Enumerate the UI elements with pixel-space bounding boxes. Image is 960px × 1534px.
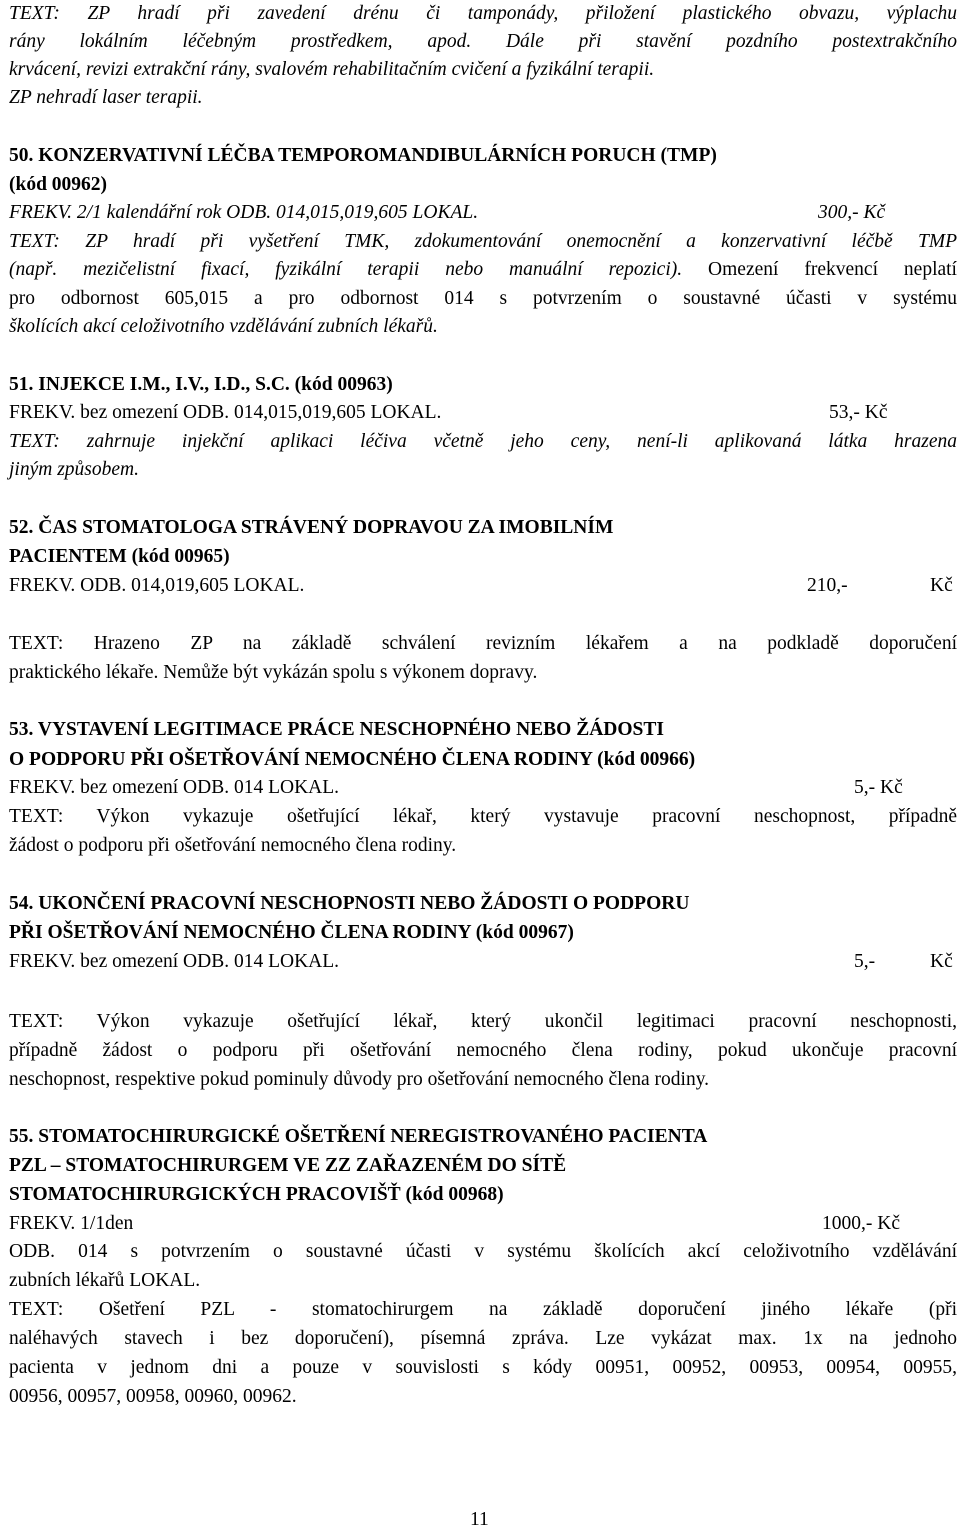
- intro-line-3: krvácení, revizi extrakční rány, svalovém rehabilitačním cvičení a fyzikální terapii.: [9, 59, 655, 80]
- section-55-heading-line-3: STOMATOCHIRURGICKÝCH PRACOVIŠŤ (kód 00968): [9, 1184, 504, 1205]
- section-55-text-line-2: naléhavých stavech i bez doporučení), písemná zpráva. Lze vykázat max. 1x na jednoho: [9, 1328, 957, 1349]
- section-50-heading-line-2: (kód 00962): [9, 174, 108, 195]
- section-53-heading-line-2: O PODPORU PŘI OŠETŘOVÁNÍ NEMOCNÉHO ČLENA RODINY (kód 00966): [9, 749, 696, 770]
- section-54-frequency: [9, 948, 957, 976]
- section-54-frequency-text: FREKV. bez omezení ODB. 014 LOKAL.: [9, 951, 340, 972]
- intro-line-1: TEXT: ZP hradí při zavedení drénu či tamponády, přiložení plastického obvazu, výplachu: [9, 3, 957, 24]
- section-50-heading-line-1: 50. KONZERVATIVNÍ LÉČBA TEMPOROMANDIBULÁRNÍCH PORUCH (TMP): [9, 145, 717, 166]
- section-52-text-line-2: praktického lékaře. Nemůže být vykázán spolu s výkonem dopravy.: [9, 662, 538, 683]
- section-51-amount: 53,- Kč: [829, 402, 888, 423]
- section-51-text-line-1: TEXT: zahrnuje injekční aplikaci léčiva včetně jeho ceny, není-li aplikovaná látka hrazena: [9, 431, 957, 452]
- section-52-text-line-1: TEXT: Hrazeno ZP na základě schválení revizním lékařem a na podkladě doporučení: [9, 633, 957, 654]
- section-55-frequency: [9, 1210, 957, 1238]
- section-54-amount: 5,-: [854, 951, 876, 972]
- intro-line-4: ZP nehradí laser terapii.: [9, 87, 203, 108]
- section-50-text-line-4: školících akcí celoživotního vzdělávání zubních lékařů.: [9, 316, 438, 337]
- section-50-frequency: [9, 199, 957, 227]
- page-number: 11: [470, 1509, 489, 1530]
- section-55-heading-line-1: 55. STOMATOCHIRURGICKÉ OŠETŘENÍ NEREGISTROVANÉHO PACIENTA: [9, 1126, 708, 1147]
- section-55-frequency-text: FREKV. 1/1den: [9, 1213, 134, 1234]
- section-50-text-line-2-roman: Omezení frekvencí neplatí: [682, 259, 957, 280]
- section-50-text-line-2-italic: (např. mezičelistní fixací, fyzikální terapii nebo manuální repozici).: [9, 259, 683, 280]
- section-55-text-line-1: TEXT: Ošetření PZL - stomatochirurgem na základě doporučení jiného lékaře (při: [9, 1299, 957, 1320]
- section-55-text-line-4: 00956, 00957, 00958, 00960, 00962.: [9, 1386, 297, 1407]
- section-54-heading-line-1: 54. UKONČENÍ PRACOVNÍ NESCHOPNOSTI NEBO ŽÁDOSTI O PODPORU: [9, 893, 690, 914]
- section-53-text-line-2: žádost o podporu při ošetřování nemocného člena rodiny.: [9, 835, 457, 856]
- section-52-heading-line-2: PACIENTEM (kód 00965): [9, 546, 230, 567]
- section-55-odb-line-1: ODB. 014 s potvrzením o soustavné účasti v systému školících akcí celoživotního vzdělávání: [9, 1241, 957, 1262]
- section-54-text-line-1: TEXT: Výkon vykazuje ošetřující lékař, který ukončil legitimaci pracovní neschopnosti,: [9, 1011, 957, 1032]
- intro-line-2: rány lokálním léčebným prostředkem, apod. Dále při stavění pozdního postextrakčního: [9, 31, 957, 52]
- section-50-frequency-text: FREKV. 2/1 kalendářní rok ODB. 014,015,019,605 LOKAL.: [9, 202, 479, 223]
- section-54-heading-line-2: PŘI OŠETŘOVÁNÍ NEMOCNÉHO ČLENA RODINY (kód 00967): [9, 922, 574, 943]
- section-52-amount: 210,-: [807, 575, 848, 596]
- section-51-frequency-text: FREKV. bez omezení ODB. 014,015,019,605 LOKAL.: [9, 402, 442, 423]
- section-51-heading: 51. INJEKCE I.M., I.V., I.D., S.C. (kód 00963): [9, 374, 393, 395]
- section-54-text-line-3: neschopnost, respektive pokud pominuly důvody pro ošetřování nemocného člena rodiny.: [9, 1069, 710, 1090]
- section-51-text-line-2: jiným způsobem.: [9, 459, 139, 480]
- section-50-amount: 300,- Kč: [818, 202, 886, 223]
- section-52-heading-line-1: 52. ČAS STOMATOLOGA STRÁVENÝ DOPRAVOU ZA IMOBILNÍM: [9, 517, 614, 538]
- section-55-heading-line-2: PZL – STOMATOCHIRURGEM VE ZZ ZAŘAZENÉM DO SÍTĚ: [9, 1155, 567, 1176]
- section-51-frequency: [9, 399, 957, 427]
- section-54-text-line-2: případně žádost o podporu při ošetřování nemocného člena rodiny, pokud ukončuje pracovní: [9, 1040, 957, 1061]
- section-54-currency: Kč: [930, 951, 953, 972]
- section-53-frequency: [9, 774, 957, 802]
- section-50-text-line-2: [9, 256, 957, 284]
- section-52-currency: Kč: [930, 575, 953, 596]
- section-50-text-line-1: TEXT: ZP hradí při vyšetření TMK, zdokumentování onemocnění a konzervativní léčbě TMP: [9, 231, 957, 252]
- section-52-frequency: [9, 572, 957, 600]
- section-52-frequency-text: FREKV. ODB. 014,019,605 LOKAL.: [9, 575, 305, 596]
- section-50-text-line-3: pro odbornost 605,015 a pro odbornost 014 s potvrzením o soustavné účasti v systému: [9, 288, 957, 309]
- section-53-frequency-text: FREKV. bez omezení ODB. 014 LOKAL.: [9, 777, 340, 798]
- section-55-amount: 1000,- Kč: [822, 1213, 900, 1234]
- section-53-heading-line-1: 53. VYSTAVENÍ LEGITIMACE PRÁCE NESCHOPNÉHO NEBO ŽÁDOSTI: [9, 719, 665, 740]
- section-55-odb-line-2: zubních lékařů LOKAL.: [9, 1270, 201, 1291]
- section-53-text-line-1: TEXT: Výkon vykazuje ošetřující lékař, který vystavuje pracovní neschopnost, případně: [9, 806, 957, 827]
- section-55-text-line-3: pacienta v jednom dni a pouze v souvislosti s kódy 00951, 00952, 00953, 00954, 00955,: [9, 1357, 957, 1378]
- section-53-amount: 5,- Kč: [854, 777, 903, 798]
